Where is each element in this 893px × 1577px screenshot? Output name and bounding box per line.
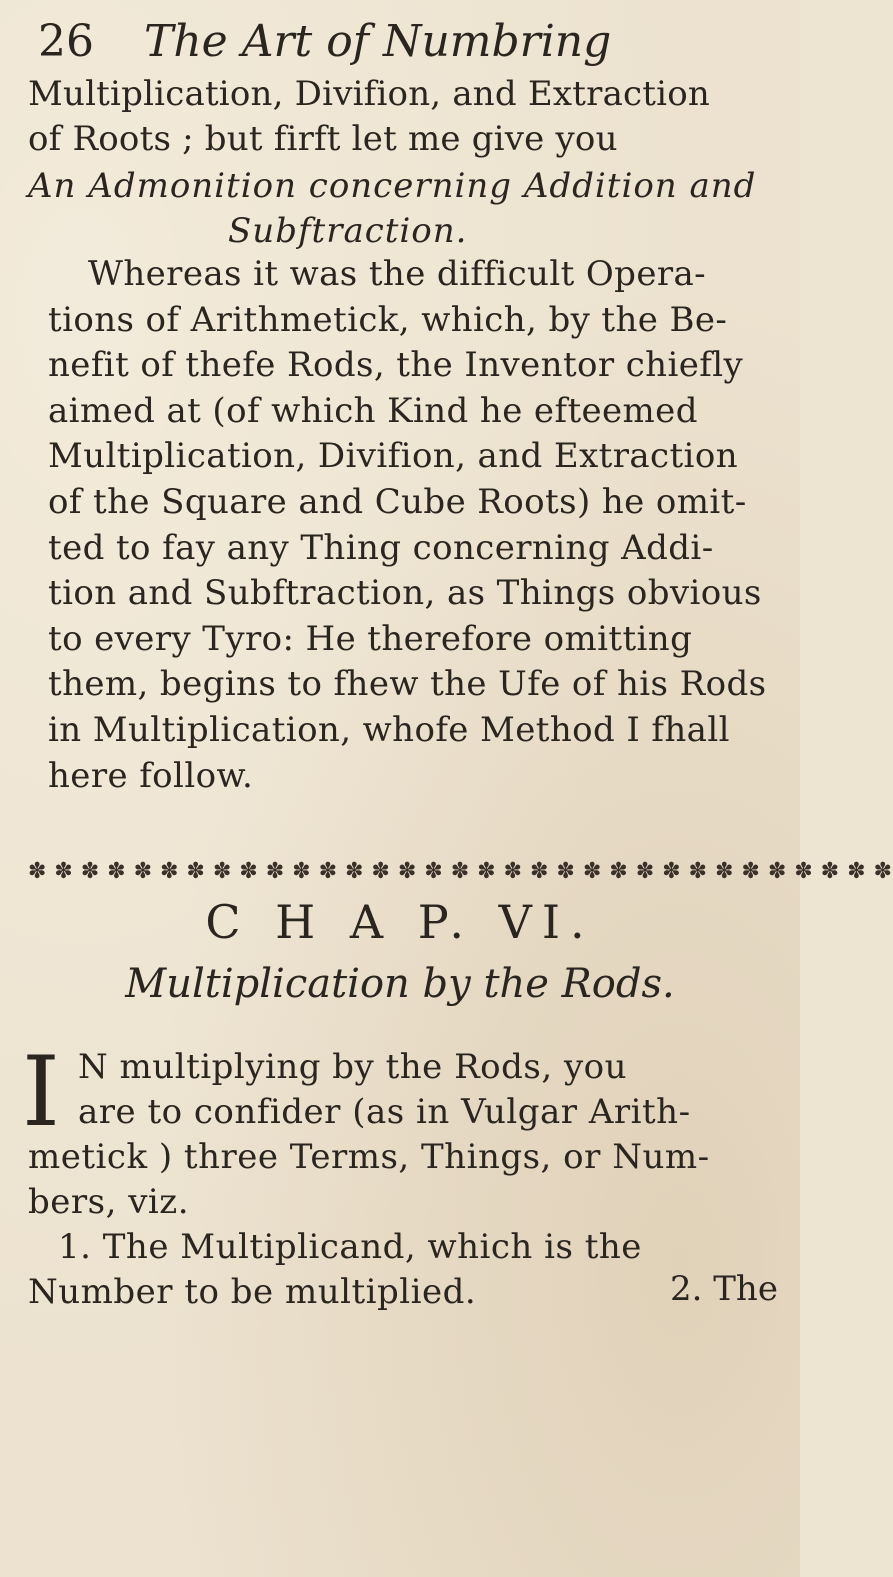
catchword: 2. The	[670, 1269, 778, 1309]
text-line: in Multiplication, whofe Method I fhall	[48, 709, 730, 750]
text-line: of the Square and Cube Roots) he omit-	[48, 481, 747, 522]
text-line: Multiplication, Divifion, and Extraction	[28, 74, 710, 114]
heading-line: An Admonition concerning Addition and	[28, 166, 757, 206]
text-line: aimed at (of which Kind he efteemed	[48, 390, 698, 431]
text-line: tions of Arithmetick, which, by the Be-	[48, 299, 728, 340]
running-head	[38, 12, 778, 72]
admonition-heading	[28, 164, 798, 254]
text-line: to every Tyro: He therefore omitting	[48, 618, 693, 659]
intro-paragraph	[28, 72, 798, 162]
chapter-subtitle: Multiplication by the Rods.	[125, 961, 675, 1007]
running-title: The Art of Numbring	[144, 16, 612, 67]
body-paragraph	[28, 252, 798, 799]
text-line: metick ) three Terms, Things, or Num-	[28, 1137, 710, 1177]
text-line: here follow.	[48, 755, 254, 796]
text-line: Multiplication, Divifion, and Extraction	[48, 436, 738, 477]
text-line: of Roots ; but firft let me give you	[28, 119, 618, 159]
text-line: N multiplying by the Rods, you	[78, 1047, 628, 1087]
text-line: ted to fay any Thing concerning Addi-	[48, 527, 714, 568]
text-line: Number to be multiplied.	[28, 1272, 477, 1312]
text-line: Whereas it was the difficult Opera-	[88, 254, 707, 294]
text-line: bers, viz.	[28, 1182, 190, 1222]
page-number: 26	[38, 16, 94, 67]
drop-cap: I	[22, 1036, 60, 1148]
ornament-rule: ✽ ✽ ✽ ✽ ✽ ✽ ✽ ✽ ✽ ✽ ✽ ✽ ✽ ✽ ✽ ✽ ✽ ✽ ✽ ✽ ✽ ✽ ✽ ✽ ✽ ✽ ✽ ✽ ✽ ✽ ✽ ✽ ✽	[28, 859, 893, 884]
text-line: them, begins to fhew the Ufe of his Rods	[48, 664, 767, 705]
chapter-title: C H A P. VI.	[205, 895, 595, 949]
heading-line: Subftraction.	[228, 211, 468, 251]
text-line: 1. The Multiplicand, which is the	[58, 1227, 642, 1267]
text-line: tion and Subftraction, as Things obvious	[48, 573, 762, 614]
text-line: are to confider (as in Vulgar Arith-	[78, 1092, 691, 1132]
text-line: nefit of thefe Rods, the Inventor chiefly	[48, 345, 744, 386]
